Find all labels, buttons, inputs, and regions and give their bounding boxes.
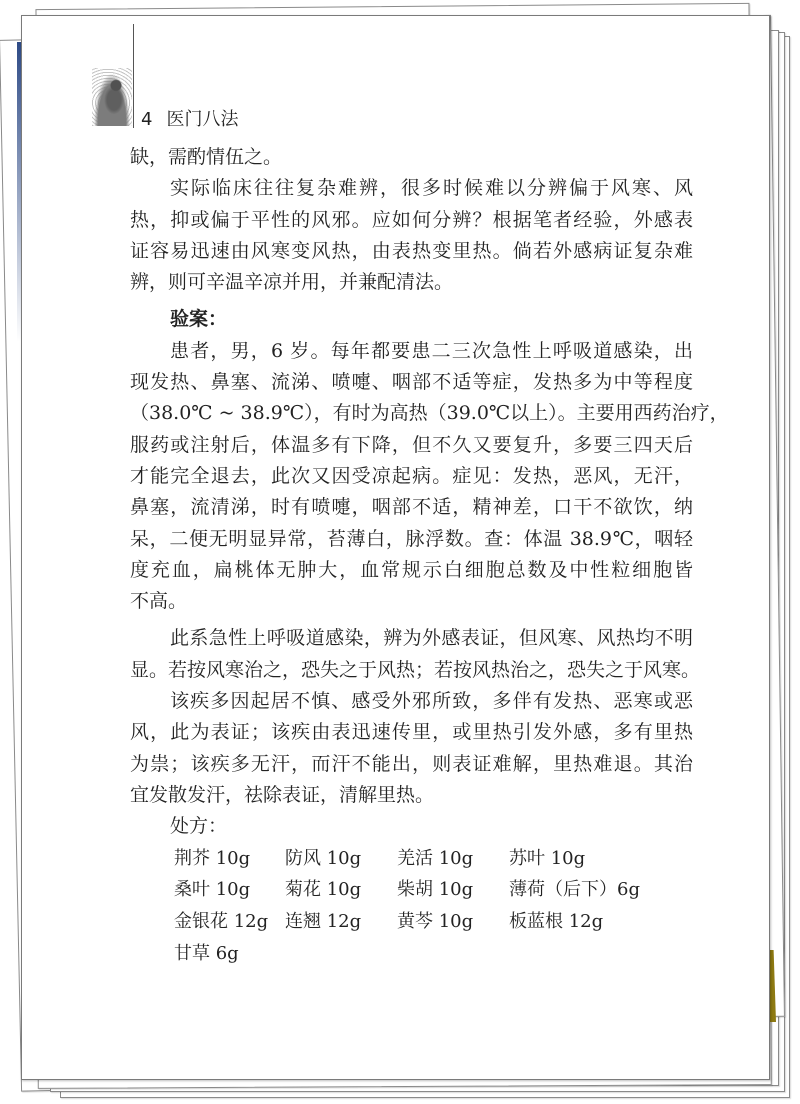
text-line: 辨，则可辛温辛凉并用，并兼配清法。 bbox=[130, 271, 454, 294]
herb-item: 甘草 6g bbox=[174, 942, 239, 964]
text-line: 呆，二便无明显异常，苔薄白，脉浮数。查：体温 38.9℃，咽轻 bbox=[130, 527, 693, 550]
herb-item: 薄荷（后下）6g bbox=[509, 879, 640, 901]
text-line: 现发热、鼻塞、流涕、喷嚏、咽部不适等症，发热多为中等程度 bbox=[130, 371, 693, 394]
paragraph bbox=[130, 142, 693, 173]
prescription-heading bbox=[130, 811, 693, 842]
herb-item: 连翘 12g bbox=[285, 911, 362, 933]
text-line: 实际临床往往复杂难辨，很多时候难以分辨偏于风寒、风 bbox=[170, 177, 693, 200]
running-header bbox=[141, 105, 238, 131]
herb-item: 金银花 12g bbox=[174, 911, 269, 933]
herb-item: 菊花 10g bbox=[285, 879, 362, 901]
herb-item: 桑叶 10g bbox=[174, 879, 251, 901]
text-line: 宜发散发汗，祛除表证，清解里热。 bbox=[130, 783, 435, 806]
text-line: （38.0℃ ~ 38.9℃），有时为高热（39.0℃以上）。主要用西药治疗， bbox=[130, 402, 729, 425]
text-line: 鼻塞，流清涕，时有喷嚏，咽部不适，精神差，口干不欲饮，纳 bbox=[130, 496, 693, 519]
text-line: 证容易迅速由风寒变风热，由表热变里热。倘若外感病证复杂难 bbox=[130, 239, 693, 262]
text-line: 该疾多因起居不慎、感受外邪所致，多伴有发热、恶寒或恶 bbox=[170, 690, 693, 713]
header-vertical-rule bbox=[133, 24, 134, 128]
herb-item: 黄芩 10g bbox=[397, 911, 474, 933]
text-line: 才能完全退去，此次又因受凉起病。症见：发热，恶风，无汗， bbox=[130, 464, 693, 487]
header-decorative-illustration bbox=[92, 68, 132, 126]
herb-item: 荆芥 10g bbox=[174, 847, 251, 869]
paragraph bbox=[130, 686, 693, 811]
herb-item: 羌活 10g bbox=[397, 847, 474, 869]
text-line: 缺，需酌情伍之。 bbox=[130, 146, 283, 168]
paragraph bbox=[130, 173, 693, 298]
text-line: 为祟；该疾多无汗，而汗不能出，则表证难解，里热难退。其治 bbox=[130, 752, 693, 775]
text-line: 风，此为表证；该疾由表迅速传里，或里热引发外感，多有里热 bbox=[130, 721, 693, 744]
text-line: 处方： bbox=[170, 815, 228, 838]
prescription-list bbox=[130, 843, 693, 970]
herb-item: 防风 10g bbox=[285, 847, 362, 869]
text-line: 患者，男，6 岁。每年都要患二三次急性上呼吸道感染，出 bbox=[170, 339, 693, 362]
text-line: 度充血，扁桃体无肿大，血常规示白细胞总数及中性粒细胞皆 bbox=[130, 558, 693, 581]
text-line: 热，抑或偏于平性的风邪。应如何分辨？根据笔者经验，外感表 bbox=[130, 208, 693, 231]
paragraph bbox=[130, 336, 729, 618]
text-line: 此系急性上呼吸道感染，辨为外感表证，但风寒、风热均不明 bbox=[170, 627, 693, 650]
text-line: 显。若按风寒治之，恐失之于风热；若按风热治之，恐失之于风寒。 bbox=[130, 658, 701, 681]
case-heading bbox=[130, 304, 693, 335]
herb-item: 柴胡 10g bbox=[397, 879, 474, 901]
book-title: 医门八法 bbox=[166, 109, 239, 130]
text-line: 不高。 bbox=[130, 590, 188, 613]
text-line: 服药或注射后，体温多有下降，但不久又要复升，多要三四天后 bbox=[130, 433, 693, 456]
text-line: 验案： bbox=[170, 308, 228, 331]
herb-item: 苏叶 10g bbox=[509, 847, 586, 869]
page-body bbox=[130, 142, 729, 970]
page-number: 4 bbox=[141, 109, 153, 130]
paragraph bbox=[130, 623, 701, 686]
herb-item: 板蓝根 12g bbox=[509, 911, 604, 933]
